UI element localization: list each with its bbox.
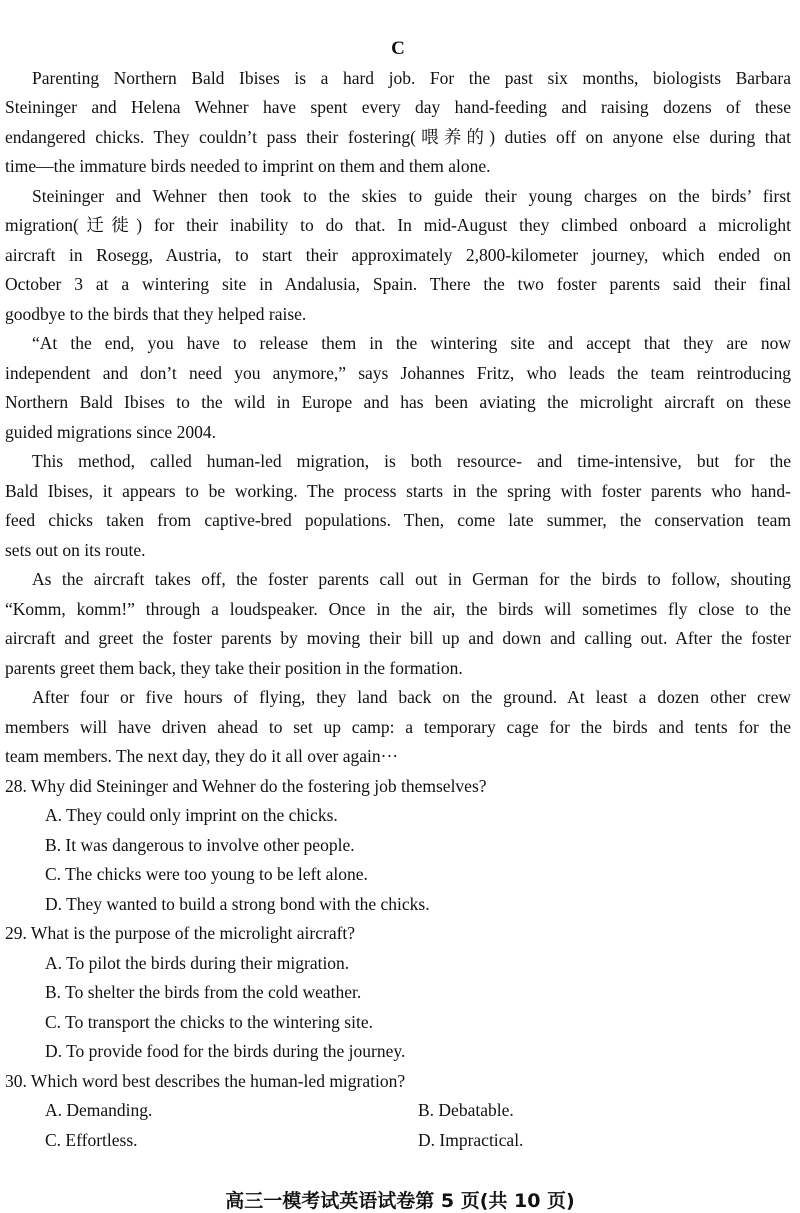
paragraph-line: independent and don’t need you anymore,” says Johannes Fritz, who leads the team reintroducing bbox=[5, 362, 791, 383]
paragraph-line: Steininger and Wehner then took to the skies to guide their young charges on the birds’ first bbox=[32, 185, 791, 206]
option-row bbox=[5, 1126, 791, 1156]
answer-option[interactable]: A. To pilot the birds during their migration. bbox=[45, 952, 350, 973]
paragraph-line: parents greet them back, they take their position in the formation. bbox=[5, 657, 463, 678]
paragraph bbox=[5, 565, 791, 683]
question-stem: 30. Which word best describes the human-led migration? bbox=[5, 1070, 406, 1091]
answer-option[interactable]: B. To shelter the birds from the cold weather. bbox=[45, 982, 362, 1002]
paragraph-line: time—the immature birds needed to imprint on them and them alone. bbox=[5, 156, 491, 176]
answer-option[interactable]: A. Demanding. bbox=[45, 1100, 153, 1120]
answer-option[interactable]: C. The chicks were too young to be left alone. bbox=[45, 864, 368, 884]
paragraph-line: This method, called human-led migration, is both resource- and time-intensive, but for the bbox=[32, 451, 791, 471]
exam-page bbox=[5, 34, 791, 1155]
question-list bbox=[5, 772, 791, 1156]
paragraph bbox=[5, 182, 791, 330]
answer-option[interactable]: D. To provide food for the birds during the journey. bbox=[45, 1041, 406, 1061]
paragraph bbox=[5, 447, 791, 565]
reading-passage bbox=[5, 64, 791, 772]
paragraph bbox=[5, 64, 791, 182]
paragraph-line: guided migrations since 2004. bbox=[5, 421, 216, 442]
paragraph-line: aircraft in Rosegg, Austria, to start their approximately 2,800-kilometer journey, which ended on bbox=[5, 244, 791, 265]
paragraph-line: As the aircraft takes off, the foster parents call out in German for the birds to follow, shouting bbox=[32, 569, 791, 589]
paragraph-line: October 3 at a wintering site in Andalusia, Spain. There the two foster parents said their final bbox=[5, 274, 791, 294]
paragraph-line: sets out on its route. bbox=[5, 539, 146, 560]
paragraph-line: “At the end, you have to release them in the wintering site and accept that they are now bbox=[32, 333, 791, 353]
paragraph-line: Parenting Northern Bald Ibises is a hard job. For the past six months, biologists Barbara bbox=[32, 67, 791, 88]
paragraph-line: Steininger and Helena Wehner have spent every day hand-feeding and raising dozens of these bbox=[5, 97, 791, 117]
question-stem: 28. Why did Steininger and Wehner do the fostering job themselves? bbox=[5, 775, 487, 796]
paragraph-line: members will have driven ahead to set up camp: a temporary cage for the birds and tents for the bbox=[5, 716, 791, 737]
answer-option[interactable]: A. They could only imprint on the chicks. bbox=[45, 805, 338, 825]
option-row bbox=[5, 1096, 791, 1126]
paragraph bbox=[5, 329, 791, 447]
question bbox=[5, 919, 791, 1067]
paragraph-line: endangered chicks. They couldn’t pass their fostering(喂养的) duties off on anyone else during that bbox=[5, 126, 791, 147]
paragraph-line: team members. The next day, they do it all over again··· bbox=[5, 746, 399, 766]
paragraph bbox=[5, 683, 791, 772]
answer-option[interactable]: D. Impractical. bbox=[418, 1129, 524, 1150]
question bbox=[5, 1067, 791, 1156]
page-footer: 高三一模考试英语试卷第 5 页(共 10 页) bbox=[225, 1190, 575, 1212]
paragraph-line: After four or five hours of flying, they land back on the ground. At least a dozen other crew bbox=[32, 687, 791, 707]
question bbox=[5, 772, 791, 920]
paragraph-line: “Komm, komm!” through a loudspeaker. Once in the air, the birds will sometimes fly close to the bbox=[5, 598, 791, 619]
answer-option[interactable]: D. They wanted to build a strong bond with the chicks. bbox=[45, 893, 430, 914]
answer-option[interactable]: C. To transport the chicks to the wintering site. bbox=[45, 1011, 373, 1032]
section-title: C bbox=[391, 38, 405, 59]
answer-option[interactable]: C. Effortless. bbox=[45, 1129, 138, 1150]
answer-option[interactable]: B. Debatable. bbox=[418, 1100, 514, 1120]
question-stem: 29. What is the purpose of the microlight aircraft? bbox=[5, 923, 356, 943]
paragraph-line: feed chicks taken from captive-bred populations. Then, come late summer, the conservation team bbox=[5, 510, 791, 530]
paragraph-line: Northern Bald Ibises to the wild in Europe and has been aviating the microlight aircraft on these bbox=[5, 392, 791, 412]
paragraph-line: Bald Ibises, it appears to be working. The process starts in the spring with foster parents who hand- bbox=[5, 480, 791, 501]
answer-option[interactable]: B. It was dangerous to involve other people. bbox=[45, 834, 355, 855]
paragraph-line: migration(迁徙) for their inability to do that. In mid-August they climbed onboard a microlight bbox=[5, 215, 791, 235]
paragraph-line: goodbye to the birds that they helped raise. bbox=[5, 303, 307, 324]
paragraph-line: aircraft and greet the foster parents by moving their bill up and down and calling out. After the foster bbox=[5, 628, 791, 648]
